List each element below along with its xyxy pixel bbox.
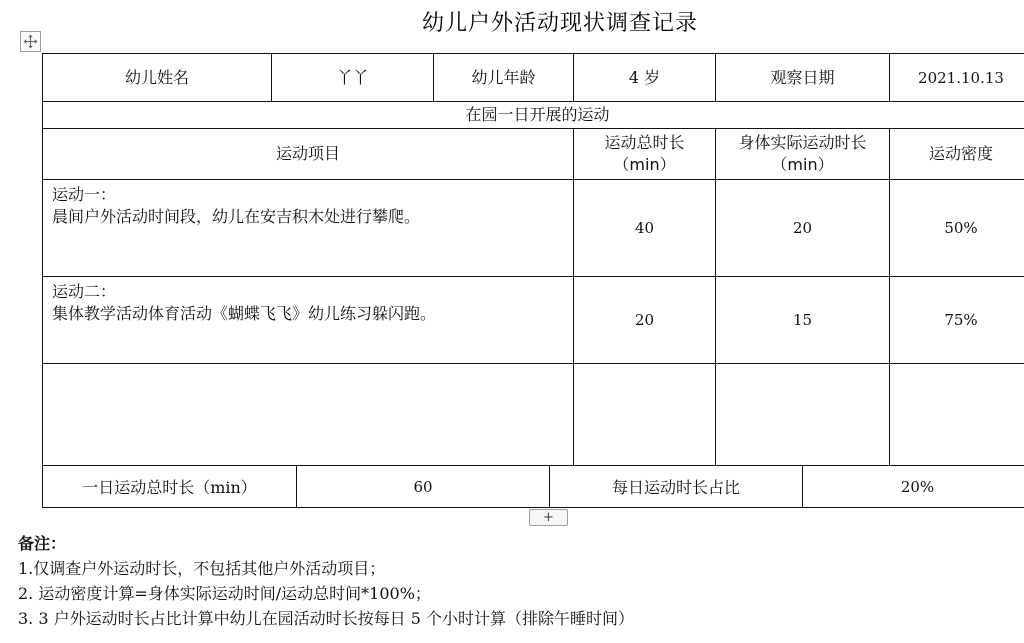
activity-row [43,277,1024,364]
section-title[interactable]: 在园一日开展的运动 [43,102,1024,129]
activity-description: 集体教学活动体育活动《蝴蝶飞飞》幼儿练习躲闪跑。 [52,304,437,323]
activity-row [43,180,1024,277]
observation-date-value[interactable]: 2021.10.13 [890,54,1024,102]
activity-label: 运动二： [52,282,117,301]
activity-density[interactable]: 75% [890,277,1024,364]
info-row [43,54,1024,102]
column-actual-duration-line1: 身体实际运动时长 [738,133,867,152]
activity-actual-duration[interactable]: 20 [716,180,890,277]
column-total-duration[interactable] [574,129,716,180]
activity-density[interactable]: 50% [890,180,1024,277]
observation-date-label[interactable]: 观察日期 [716,54,890,102]
section-row [43,102,1024,129]
column-density[interactable]: 运动密度 [890,129,1024,180]
column-total-duration-line1: 运动总时长 [604,133,685,152]
daily-total-value[interactable]: 60 [297,466,550,508]
move-arrows-icon [23,34,38,49]
activity-description: 晨间户外活动时间段，幼儿在安吉积木处进行攀爬。 [52,207,421,226]
activity-label: 运动一： [52,185,117,204]
notes-section [18,532,1018,631]
daily-ratio-value[interactable]: 20% [803,466,1024,508]
notes-title: 备注： [18,534,67,553]
plus-icon: + [543,510,554,525]
empty-activity-row [43,364,1024,466]
activity-actual-duration[interactable]: 15 [716,277,890,364]
note-item: 1.仅调查户外运动时长，不包括其他户外活动项目； [18,559,386,578]
summary-row [43,466,1024,508]
column-header-row [43,129,1024,180]
note-item: 3. 3 户外运动时长占比计算中幼儿在园活动时长按每日 5 个小时计算（排除午睡时间） [18,609,634,628]
column-project[interactable]: 运动项目 [43,129,574,180]
child-age-label[interactable]: 幼儿年龄 [434,54,574,102]
column-actual-duration[interactable] [716,129,890,180]
empty-actual-cell[interactable] [716,364,890,466]
summary-table [42,465,1024,508]
column-total-duration-unit: （min） [613,155,676,174]
note-item: 2. 运动密度计算=身体实际运动时间/运动总时间*100%； [18,584,431,603]
daily-total-label[interactable]: 一日运动总时长（min） [43,466,297,508]
survey-table [42,53,1024,466]
child-name-label[interactable]: 幼儿姓名 [43,54,272,102]
activity-project-cell[interactable] [43,180,574,277]
activity-total-duration[interactable]: 40 [574,180,716,277]
activity-project-cell[interactable] [43,277,574,364]
child-age-value[interactable]: 4 岁 [574,54,716,102]
activity-total-duration[interactable]: 20 [574,277,716,364]
document-title: 幼儿户外活动现状调查记录 [421,11,698,36]
empty-density-cell[interactable] [890,364,1024,466]
empty-project-cell[interactable] [43,364,574,466]
table-move-handle[interactable] [20,31,41,52]
add-row-button[interactable] [529,509,568,526]
daily-ratio-label[interactable]: 每日运动时长占比 [550,466,803,508]
child-name-value[interactable]: 丫丫 [272,54,434,102]
column-actual-duration-unit: （min） [771,155,834,174]
empty-total-cell[interactable] [574,364,716,466]
